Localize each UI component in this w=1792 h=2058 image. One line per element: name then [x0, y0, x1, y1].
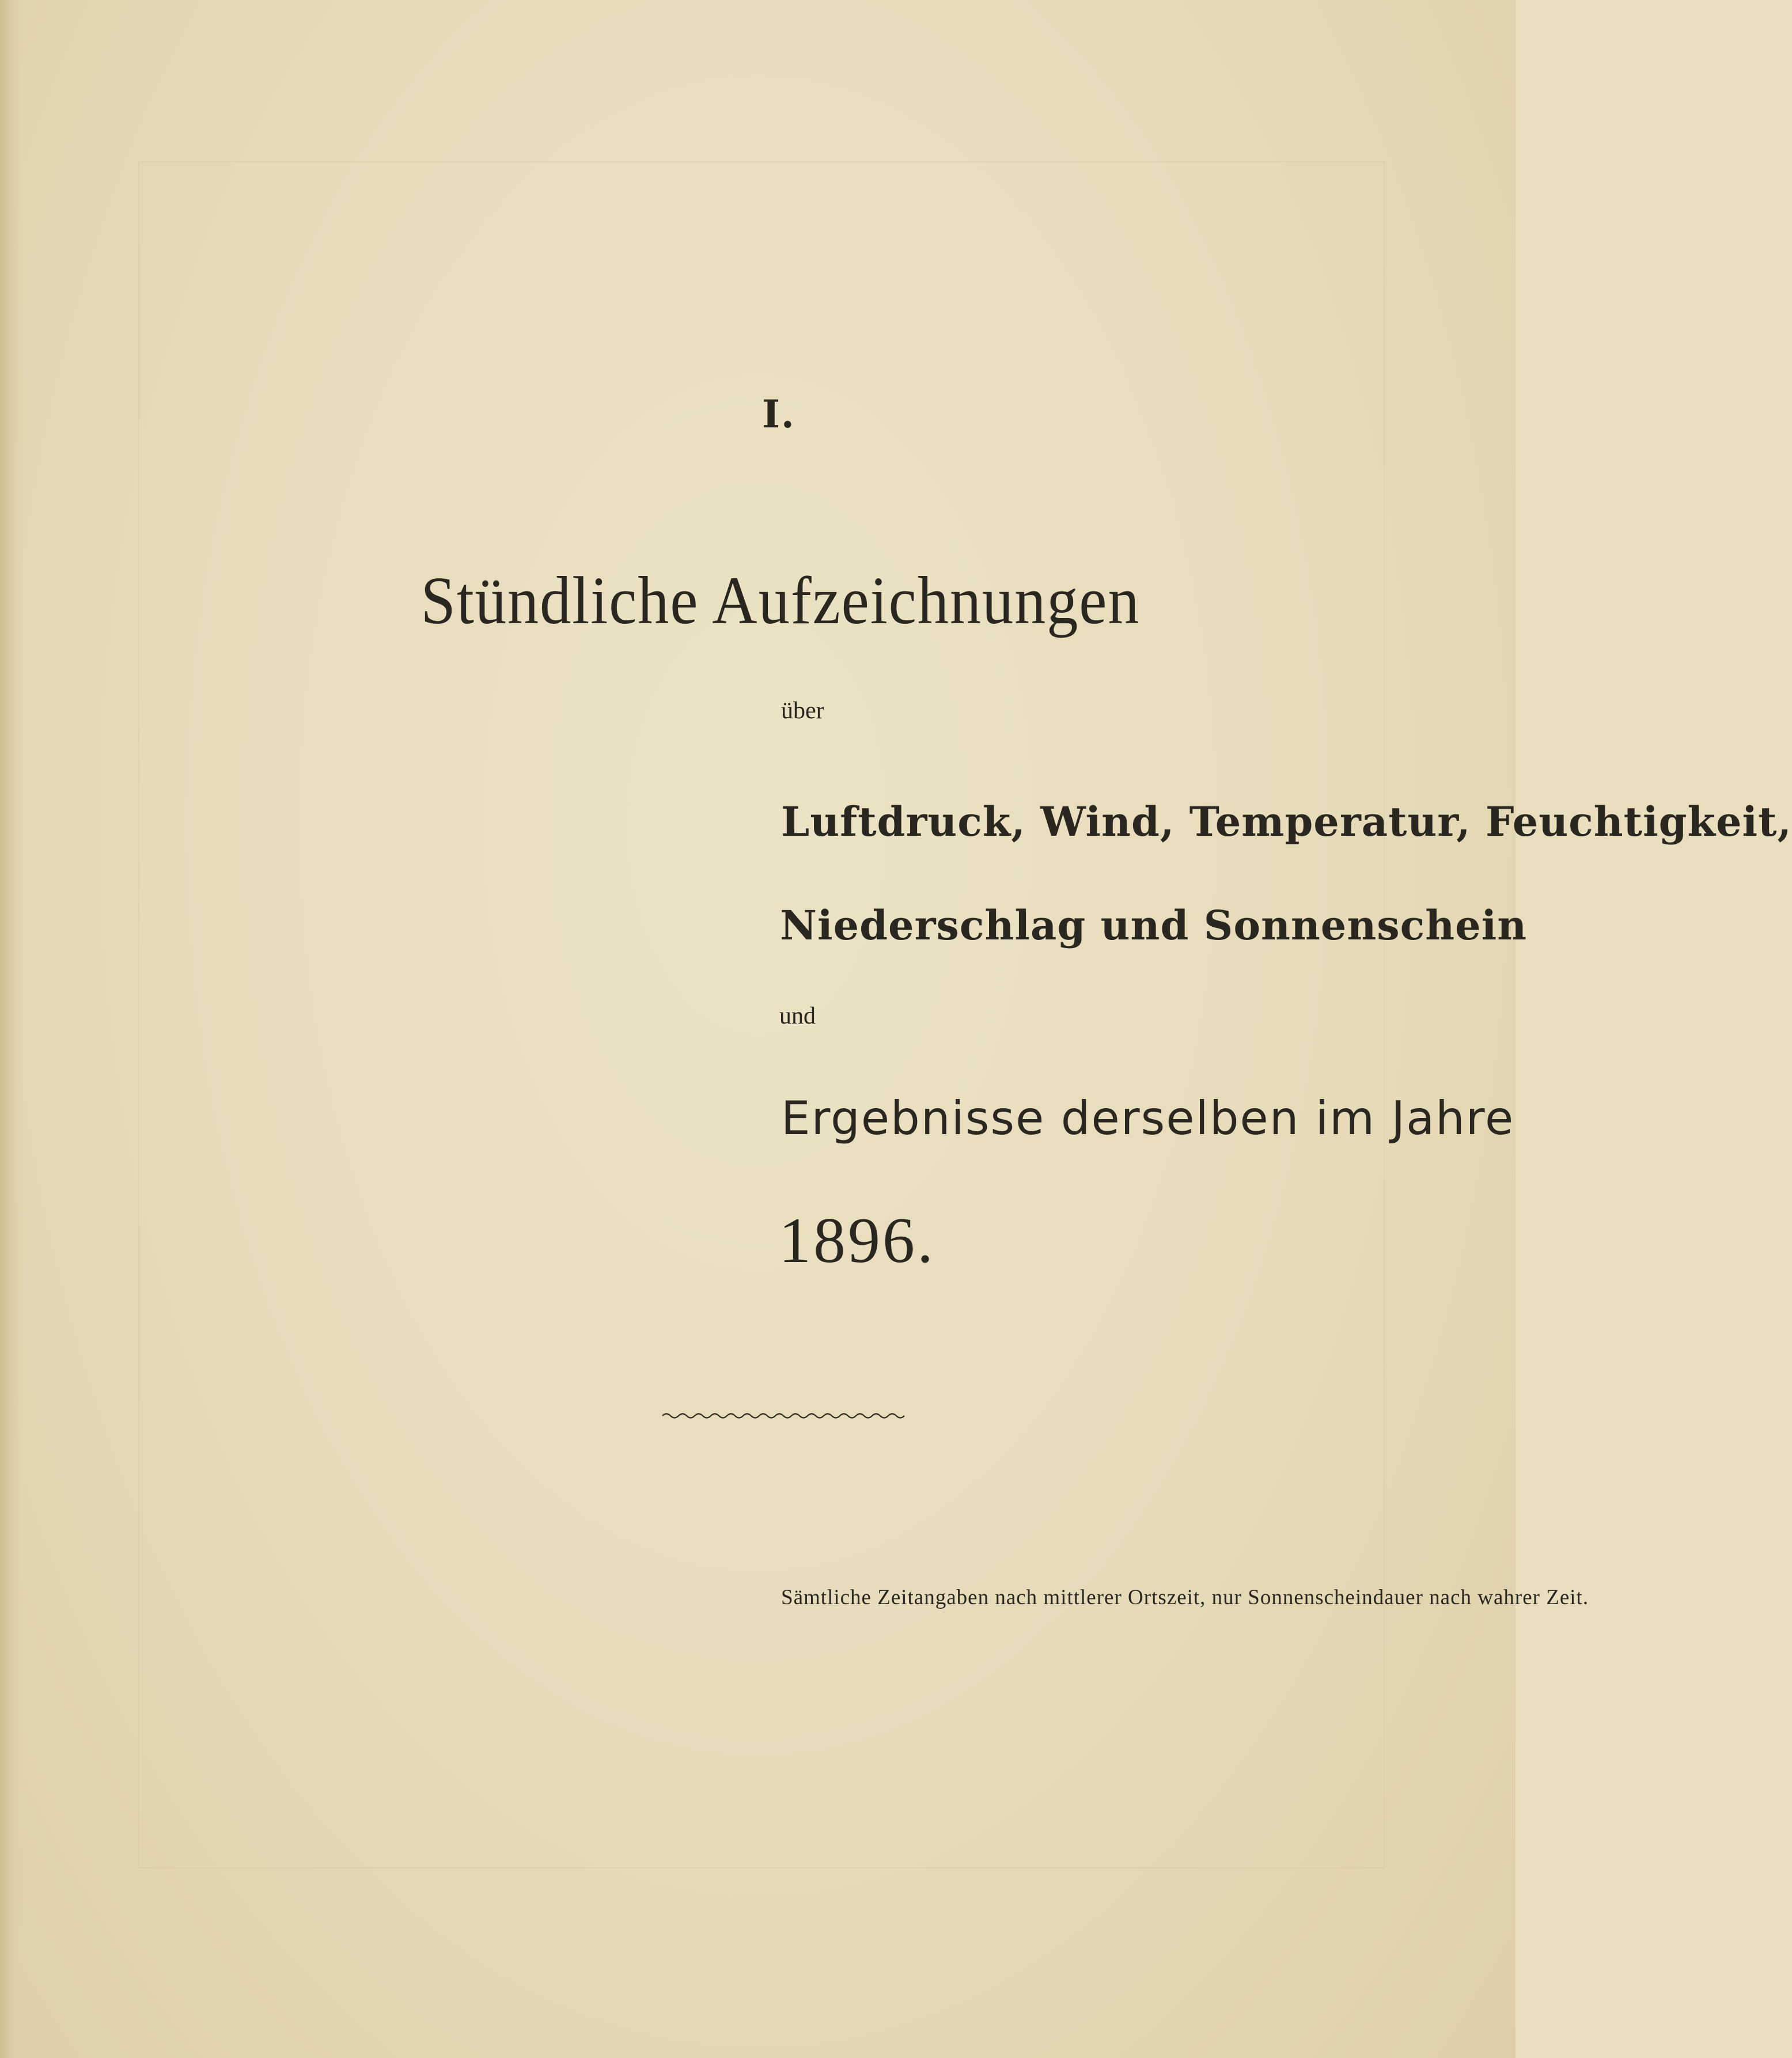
document-page: I. Stündliche Aufzeichnungen über Luftdruck, Wind, Temperatur, Feuchtigkeit, Niederschlag und Sonnenschein und Ergebnisse derselben im Jahre 1896. Sämtliche Zeitangaben nach mittlerer Ortszeit, nur Sonnenscheindauer nach wahrer Zeit.	[0, 0, 1516, 2058]
paper-edge	[0, 0, 23, 2058]
wavy-divider	[662, 1410, 910, 1422]
section-numeral: I.	[762, 392, 795, 437]
page-title: Stündliche Aufzeichnungen	[420, 563, 1141, 638]
